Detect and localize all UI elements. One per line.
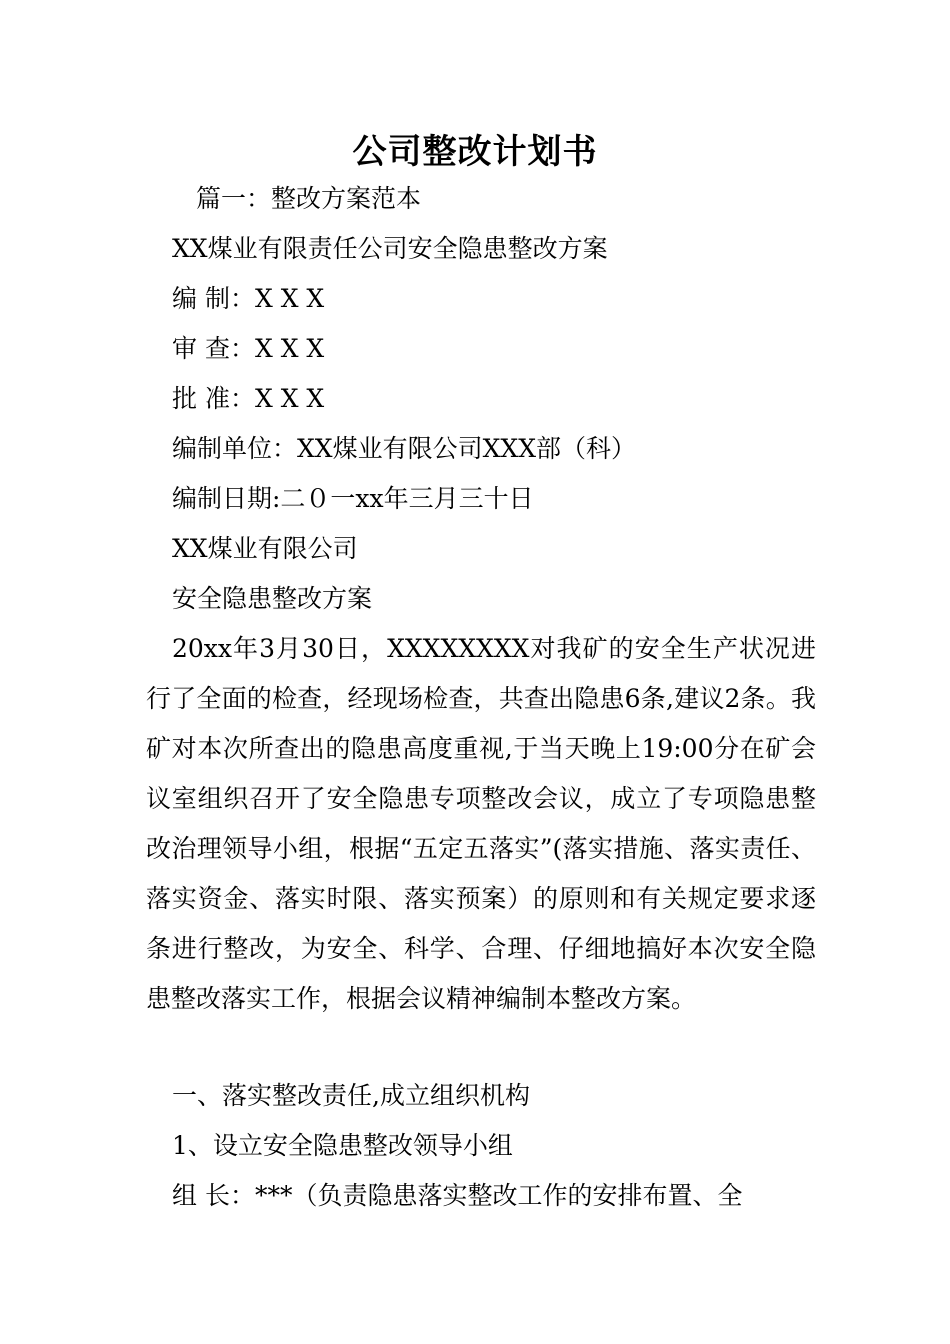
company-plan-title: XX煤业有限责任公司安全隐患整改方案 (172, 234, 608, 263)
compiling-unit: 编制单位：XX煤业有限公司XXX部（科） (172, 434, 636, 463)
subsection-heading: 1、设立安全隐患整改领导小组 (172, 1131, 513, 1160)
section-heading: 一、落实整改责任,成立组织机构 (172, 1081, 530, 1110)
reviewed-by: 审 查：X X X (172, 334, 325, 363)
document-title: 公司整改计划书 (352, 132, 598, 172)
intro-paragraph: 20xx年3月30日，XXXXXXXX对我矿的安全生产状况进行了全面的检查，经现场检查，共查出隐患6条,建议2条。我矿对本次所查出的隐患高度重视,于当天晚上19:00分在矿会议室组织召开了安全隐患专项整改会议，成立了专项隐患整改治理领导小组，根据“五定五落实”(落实措施、落实责任、落实资金、落实时限、落实预案）的原则和有关规定要求逐条进行整改，为安全、科学、合理、仔细地搞好本次安全隐患整改落实工作，根据会议精神编制本整改方案。 (146, 634, 816, 1013)
group-leader-line: 组 长：***（负责隐患落实整改工作的安排布置、全 (172, 1181, 743, 1210)
company-name: XX煤业有限公司 (172, 534, 358, 563)
document-subtitle: 篇一：整改方案范本 (196, 184, 422, 213)
plan-heading: 安全隐患整改方案 (172, 584, 373, 613)
compiled-by: 编 制：X X X (172, 284, 325, 313)
compiling-date: 编制日期:二０一xx年三月三十日 (172, 484, 534, 513)
approved-by: 批 准：X X X (172, 384, 325, 413)
